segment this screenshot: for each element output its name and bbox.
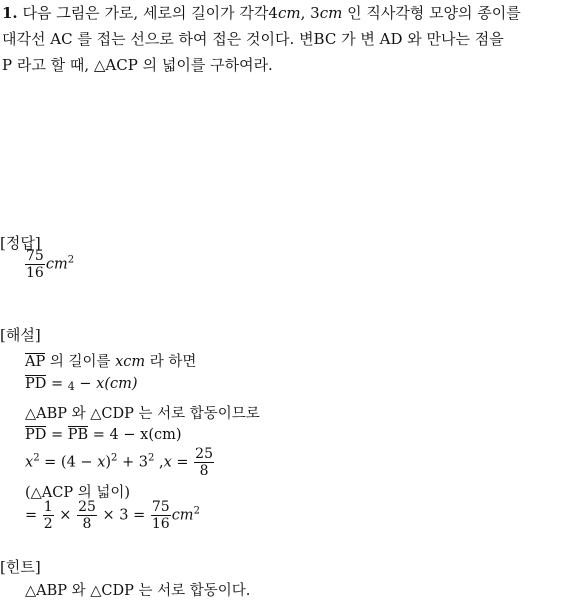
question-text-1a: 다음 그림은 가로, 세로의 길이가 각각4 (22, 4, 278, 22)
explanation-line-4: PD = PB = 4 − x(cm) (25, 427, 182, 443)
unit-cm: cm (319, 4, 343, 22)
hint-text: △ABP 와 △CDP 는 서로 합동이다. (25, 583, 251, 599)
fraction-25-8: $\frac{25}{8}$ (195, 446, 213, 479)
explanation-line-7: = $\frac{1}{2}$ × $\frac{25}{8}$ × 3 = $\frac{75}{16}$ $cm^2$ (25, 499, 200, 532)
question-line-1 (2, 0, 521, 26)
explanation-line-1: AP 의 길이를 xcm 라 하면 (25, 354, 197, 370)
fraction-1-2: $\frac{1}{2}$ (43, 499, 53, 532)
fraction-75-16: $\frac{75}{16}$ (151, 499, 170, 532)
question-line-2: 대각선 AC 를 접는 선으로 하여 접은 것이다. 변BC 가 변 AD 와 만나는 점을 (2, 30, 504, 48)
answer-value: $\frac{75}{16}$ $cm^2$ (26, 248, 75, 281)
question-line-3: P 라고 할 때, △ACP 의 넓이를 구하여라. (2, 56, 273, 74)
question-text-1c: 인 직사각형 모양의 종이를 (342, 4, 521, 22)
hint-label: [힌트] (0, 558, 41, 576)
answer-fraction: $\frac{75}{16}$ (26, 248, 44, 281)
answer-label: [정답] (0, 234, 41, 252)
unit-cm: cm (277, 4, 301, 22)
explanation-line-5: $x^2 = (4 - x)^2 + 3^2$ ,x = $\frac{25}{8}$ (25, 446, 213, 479)
explanation-line-6: (△ACP 의 넓이) (25, 485, 131, 501)
question-number: 1. (2, 4, 18, 22)
question-text-1b: , 3 (300, 4, 320, 22)
explanation-line-3: △ABP 와 △CDP 는 서로 합동이므로 (25, 406, 260, 422)
explanation-label: [해설] (0, 326, 41, 344)
fraction-25-8-b: $\frac{25}{8}$ (78, 499, 96, 532)
explanation-line-2: PD = $_4$ − x(cm) (25, 376, 138, 393)
